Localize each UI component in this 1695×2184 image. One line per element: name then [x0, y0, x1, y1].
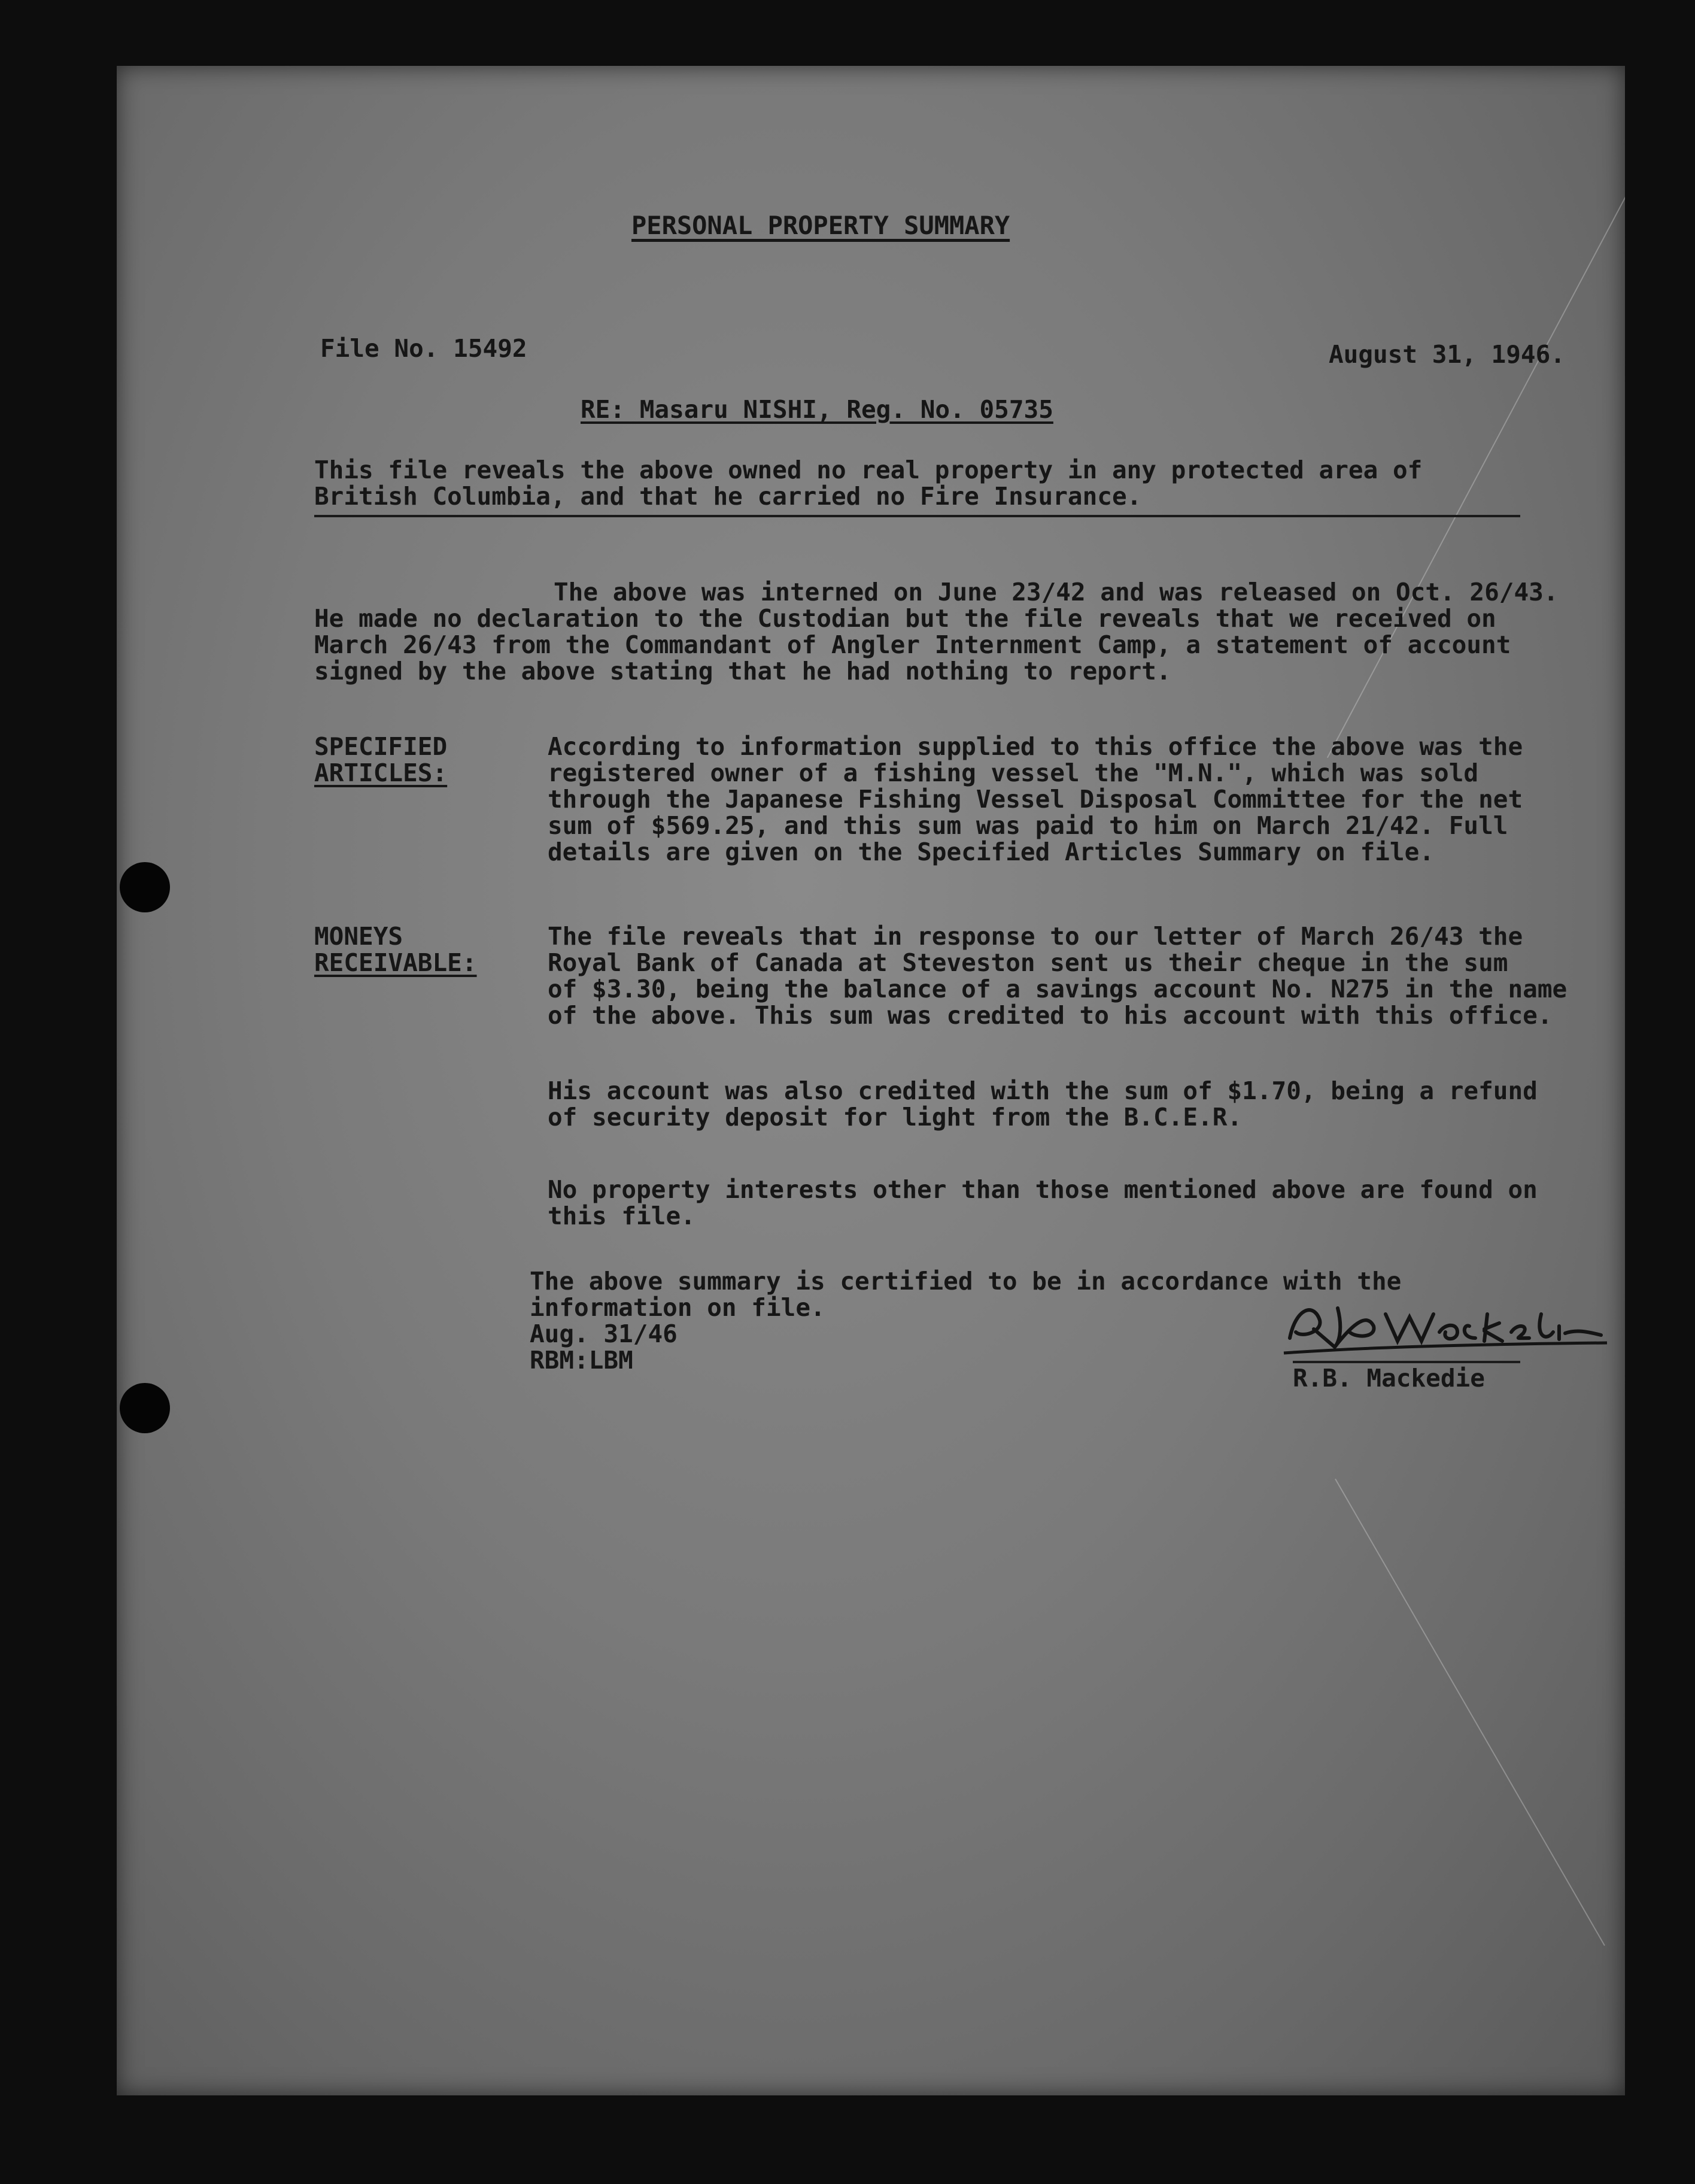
specified-heading-2: ARTICLES: [314, 759, 448, 787]
signature-line [1293, 1361, 1520, 1363]
moneys-line-2: Royal Bank of Canada at Steveston sent us their cheque in the sum [548, 948, 1508, 977]
intro-underline [314, 515, 1520, 517]
document-page [117, 66, 1625, 2095]
moneys-line-4: of the above. This sum was credited to his account with this office. [548, 1001, 1553, 1030]
specified-line-5: details are given on the Specified Articles Summary on file. [548, 838, 1435, 866]
document-date: August 31, 1946. [1329, 340, 1565, 369]
certification-line-1: The above summary is certified to be in accordance with the [530, 1267, 1402, 1296]
signer-name: R.B. Mackedie [1293, 1364, 1485, 1393]
specified-line-4: sum of $569.25, and this sum was paid to him on March 21/42. Full [548, 811, 1508, 840]
scratch-mark [1335, 1479, 1605, 1946]
para1-line-4: signed by the above stating that he had nothing to report. [314, 657, 1171, 685]
para1-line-1: The above was interned on June 23/42 and was released on Oct. 26/43. [554, 578, 1559, 606]
moneys-para2-line-1: His account was also credited with the sum of $1.70, being a refund [548, 1076, 1538, 1105]
re-line: RE: Masaru NISHI, Reg. No. 05735 [581, 395, 1053, 424]
punch-hole [120, 862, 170, 912]
para1-line-2: He made no declaration to the Custodian but the file reveals that we received on [314, 604, 1496, 633]
moneys-para3-line-2: this file. [548, 1202, 695, 1230]
specified-heading-1: SPECIFIED [314, 732, 448, 761]
intro-line-1: This file reveals the above owned no real property in any protected area of [314, 456, 1423, 484]
moneys-heading-1: MONEYS [314, 922, 403, 951]
certification-date: Aug. 31/46 [530, 1320, 678, 1348]
moneys-heading-2: RECEIVABLE: [314, 948, 477, 977]
moneys-para3-line-1: No property interests other than those mentioned above are found on [548, 1175, 1538, 1204]
punch-hole [120, 1383, 170, 1433]
initials: RBM:LBM [530, 1346, 633, 1375]
moneys-para2-line-2: of security deposit for light from the B.C.E.R. [548, 1103, 1243, 1132]
para1-line-3: March 26/43 from the Commandant of Angler Internment Camp, a statement of account [314, 630, 1511, 659]
moneys-line-1: The file reveals that in response to our letter of March 26/43 the [548, 922, 1523, 951]
handwritten-signature [1278, 1296, 1613, 1362]
file-number: File No. 15492 [320, 334, 527, 363]
intro-line-2: British Columbia, and that he carried no Fire Insurance. [314, 482, 1142, 511]
specified-line-3: through the Japanese Fishing Vessel Disposal Committee for the net [548, 785, 1523, 814]
specified-line-1: According to information supplied to this office the above was the [548, 732, 1523, 761]
certification-line-2: information on file. [530, 1293, 825, 1322]
moneys-line-3: of $3.30, being the balance of a savings account No. N275 in the name [548, 975, 1568, 1003]
document-title: PERSONAL PROPERTY SUMMARY [631, 211, 1010, 240]
specified-line-2: registered owner of a fishing vessel the "M.N.", which was sold [548, 759, 1479, 787]
